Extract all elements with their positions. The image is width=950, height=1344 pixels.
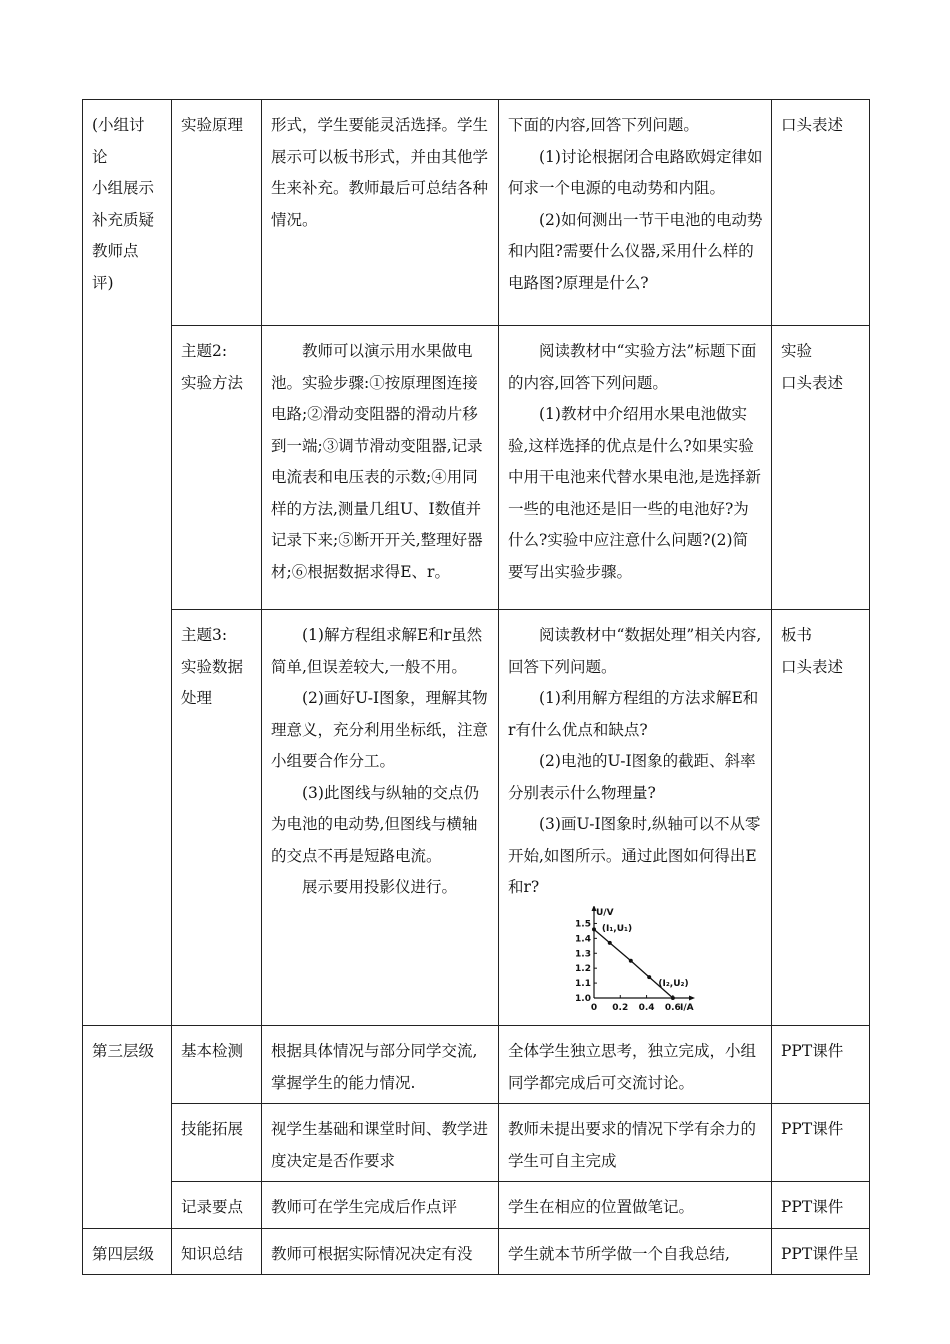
level-text: 评) <box>92 273 114 292</box>
topic-text: 主题3: <box>181 626 228 644</box>
student-text: (1)教材中介绍用水果电池做实验,这样选择的优点是什么?如果实验中用干电池来代替水果电池,是选择新一些的电池还是旧一些的电池好?为什么?实验中应注意什么问题?(2)简要写出实验步骤。 <box>508 405 761 581</box>
teacher-text: 教师可根据实际情况决定有没 <box>271 1244 473 1263</box>
teacher-text: 根据具体情况与部分同学交流,掌握学生的能力情况. <box>271 1042 478 1092</box>
method-cell <box>772 1104 870 1182</box>
topic-cell <box>172 1182 262 1229</box>
teacher-cell <box>262 1182 499 1229</box>
student-text: 下面的内容,回答下列问题。 <box>508 116 699 134</box>
ui-graph-chart <box>566 906 706 1014</box>
topic-text: 主题2: <box>181 342 228 360</box>
teacher-text: (2)画好U-I图象，理解其物理意义，充分利用坐标纸，注意小组要合作分工。 <box>271 689 489 770</box>
student-text: 学生在相应的位置做笔记。 <box>508 1198 695 1216</box>
topic-cell <box>172 1026 262 1104</box>
data-point <box>647 975 651 979</box>
student-text: (1)讨论根据闭合电路欧姆定律如何求一个电源的电动势和内阻。 <box>508 147 763 197</box>
method-cell <box>772 1026 870 1104</box>
student-cell <box>499 1228 772 1275</box>
x-tick-label: 0.4 <box>638 1002 655 1013</box>
method-text: PPT课件呈 <box>781 1244 859 1263</box>
teacher-text: 形式，学生要能灵活选择。学生展示可以板书形式，并由其他学生来补充。教师最后可总结各种情况。 <box>271 116 489 229</box>
teacher-text: (1)解方程组求解E和r虽然简单,但误差较大,一般不用。 <box>271 626 483 676</box>
topic-text: 处理 <box>181 689 213 707</box>
y-tick-label: 1.3 <box>574 948 591 959</box>
table-row <box>83 100 870 326</box>
level-cell <box>83 100 172 1026</box>
teacher-text: 视学生基础和课堂时间、教学进度决定是否作要求 <box>271 1120 489 1170</box>
level-cell <box>83 1228 172 1275</box>
student-text: (2)电池的U-I图象的截距、斜率分别表示什么物理量? <box>508 752 756 802</box>
topic-text: 知识总结 <box>181 1244 244 1263</box>
student-cell <box>499 1104 772 1182</box>
lesson-plan-table <box>82 99 870 1275</box>
method-text: 口头表述 <box>781 116 844 134</box>
teacher-cell <box>262 1026 499 1104</box>
ui-graph-figure <box>508 906 763 1026</box>
student-text: (3)画U-I图象时,纵轴可以不从零开始,如图所示。通过此图如何得出E和r? <box>508 815 761 896</box>
level-text: 教师点 <box>92 242 139 260</box>
data-point <box>592 927 596 931</box>
student-text: 阅读教材中“数据处理”相关内容,回答下列问题。 <box>508 626 762 676</box>
teacher-cell <box>262 1104 499 1182</box>
level-text: 第四层级 <box>92 1244 155 1263</box>
method-text: PPT课件 <box>781 1120 844 1138</box>
teacher-cell <box>262 1228 499 1275</box>
student-cell <box>499 1182 772 1229</box>
level-text: 论 <box>92 147 108 166</box>
table-row <box>83 1104 870 1182</box>
method-cell <box>772 610 870 1026</box>
y-tick-label: 1.2 <box>574 963 591 974</box>
method-cell <box>772 1228 870 1275</box>
teacher-text: 教师可以演示用水果做电池。实验步骤:①按原理图连接电路;②滑动变阻器的滑动片移到一端;③调节滑动变阻器,记录电流表和电压表的示数;④用同样的方法,测量几组U、I数值并记录下来;⑤断开开关,整理好器材;⑥根据数据求得E、r。 <box>271 342 483 581</box>
student-cell <box>499 1026 772 1104</box>
topic-text: 技能拓展 <box>181 1120 244 1138</box>
level-text: (小组讨 <box>92 116 145 134</box>
student-text: 学生就本节所学做一个自我总结, <box>508 1244 730 1263</box>
topic-text: 记录要点 <box>181 1198 244 1216</box>
method-text: 口头表述 <box>781 657 844 676</box>
y-axis-label: U/V <box>595 907 614 918</box>
method-text: PPT课件 <box>781 1198 844 1216</box>
teacher-cell <box>262 100 499 326</box>
student-text: 阅读教材中“实验方法”标题下面的内容,回答下列问题。 <box>508 342 757 392</box>
x-axis-arrow <box>689 995 695 1000</box>
y-tick-label: 1.0 <box>574 993 591 1004</box>
student-cell <box>499 100 772 326</box>
method-text: 口头表述 <box>781 373 844 392</box>
point-annotation: (I₁,U₁) <box>601 923 632 934</box>
method-text: 实验 <box>781 342 813 360</box>
topic-text: 实验数据 <box>181 657 244 676</box>
y-tick-label: 1.4 <box>574 933 591 944</box>
topic-cell <box>172 100 262 326</box>
topic-cell <box>172 1228 262 1275</box>
method-cell <box>772 326 870 610</box>
student-text: (1)利用解方程组的方法求解E和r有什么优点和缺点? <box>508 689 759 739</box>
method-cell <box>772 1182 870 1229</box>
topic-cell <box>172 610 262 1026</box>
topic-cell <box>172 326 262 610</box>
level-text: 第三层级 <box>92 1042 155 1060</box>
student-cell <box>499 610 772 1026</box>
data-point <box>670 996 674 1000</box>
student-text: 教师未提出要求的情况下学有余力的学生可自主完成 <box>508 1120 757 1170</box>
level-text: 补充质疑 <box>92 210 155 229</box>
table-row <box>83 326 870 610</box>
level-cell <box>83 1026 172 1229</box>
method-text: PPT课件 <box>781 1042 844 1060</box>
x-axis-label: I/A <box>679 1002 694 1013</box>
table-row <box>83 1228 870 1275</box>
student-text: 全体学生独立思考，独立完成，小组同学都完成后可交流讨论。 <box>508 1042 757 1092</box>
y-tick-label: 1.5 <box>574 918 591 929</box>
teacher-text: 展示要用投影仪进行。 <box>302 878 458 896</box>
topic-text: 实验原理 <box>181 116 244 134</box>
method-cell <box>772 100 870 326</box>
topic-text: 实验方法 <box>181 373 244 392</box>
table-row <box>83 1026 870 1104</box>
data-point <box>628 958 632 962</box>
table-row <box>83 610 870 1026</box>
teacher-cell <box>262 610 499 1026</box>
method-text: 板书 <box>781 626 813 644</box>
topic-text: 基本检测 <box>181 1042 244 1060</box>
teacher-text: 教师可在学生完成后作点评 <box>271 1198 458 1216</box>
point-annotation: (I₂,U₂) <box>657 978 689 989</box>
teacher-text: (3)此图线与纵轴的交点仍为电池的电动势,但图线与横轴的交点不再是短路电流。 <box>271 783 479 865</box>
teacher-cell <box>262 326 499 610</box>
level-text: 小组展示 <box>92 179 155 197</box>
data-point <box>607 940 611 944</box>
table-row <box>83 1182 870 1229</box>
student-text: (2)如何测出一节干电池的电动势和内阻?需要什么仪器,采用什么样的电路图?原理是什么? <box>508 210 763 292</box>
student-cell <box>499 326 772 610</box>
topic-cell <box>172 1104 262 1182</box>
x-tick-label: 0 <box>590 1002 597 1013</box>
x-tick-label: 0.2 <box>611 1002 628 1013</box>
y-tick-label: 1.1 <box>574 978 591 989</box>
x-tick-label: 0.6 <box>664 1002 681 1013</box>
